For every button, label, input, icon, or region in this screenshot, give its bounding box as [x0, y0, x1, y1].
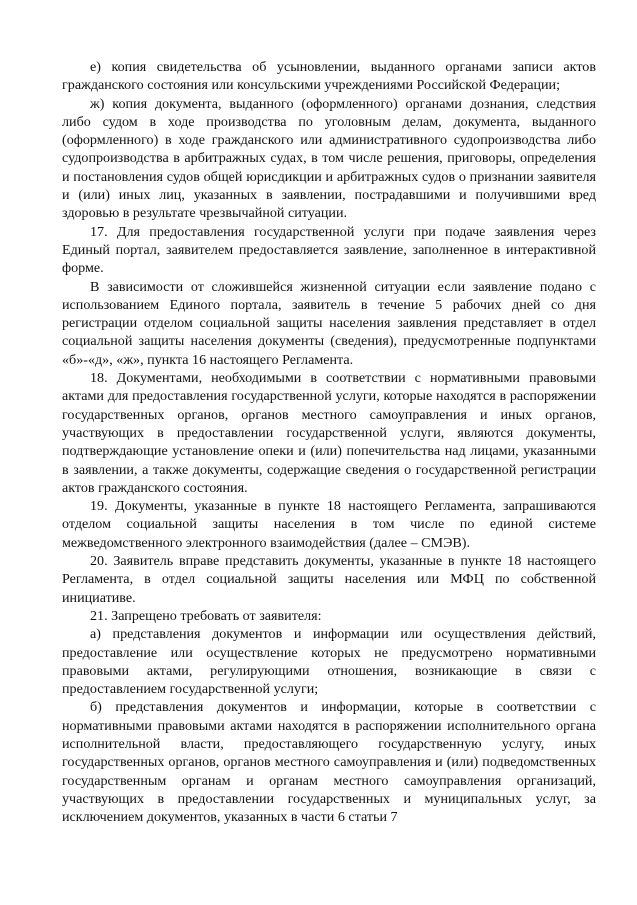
paragraph-20: 20. Заявитель вправе представить документы, указанные в пункте 18 настоящего Регламента, в отдел социальной защиты населения или МФЦ по собственной инициативе. [62, 553, 596, 606]
paragraph-17: 17. Для предоставления государственной услуги при подаче заявления через Единый портал, заявителем предоставляется заявление, заполненное в интерактивной форме. [62, 223, 596, 277]
paragraph-zh: ж) копия документа, выданного (оформленного) органами дознания, следствия либо судом в ходе производства по уголовным делам, документа, выданного (оформленного) в ходе гражданского или административного судопроизводства либо судопроизводства в арбитражных судах, в том числе решения, приговоры, определения и постановления судов общей юрисдикции и арбитражных судов о признании заявителя и (или) иных лиц, указанных в заявлении, пострадавшими и получившими вред здоровью в результате чрезвычайной ситуации. [62, 95, 596, 222]
paragraph-17-continued: В зависимости от сложившейся жизненной ситуации если заявление подано с использованием Единого портала, заявитель в течение 5 рабочих дней со дня регистрации отделом социальной защиты населения заявления представляет в отдел социальной защиты населения документы (сведения), предусмотренные подпунктами «б»-«д», «ж», пункта 16 настоящего Регламента. [62, 278, 596, 368]
paragraph-e: е) копия свидетельства об усыновлении, выданного органами записи актов гражданского состояния или консульскими учреждениями Российской Федерации; [62, 59, 596, 94]
paragraph-21: 21. Запрещено требовать от заявителя: [90, 607, 322, 624]
paragraph-18: 18. Документами, необходимыми в соответствии с нормативными правовыми актами для предоставления государственной услуги, которые находятся в распоряжении государственных органов, органов местного самоуправления и иных органов, участвующих в предоставлении государственной услуги, являются документы, подтверждающие установление опеки и (или) попечительства над лицами, указанными в заявлении, а также документы, содержащие сведения о государственной регистрации актов гражданского состояния. [62, 370, 596, 496]
paragraph-21-a: а) представления документов и информации или осуществления действий, предоставление или осуществление которых не предусмотрено нормативными правовыми актами, регулирующими отношения, возникающие в связи с предоставлением государственной услуги; [62, 626, 596, 698]
paragraph-19: 19. Документы, указанные в пункте 18 настоящего Регламента, запрашиваются отделом социальной защиты населения в том числе по единой системе межведомственного электронного взаимодействия (далее – СМЭВ). [62, 498, 596, 551]
paragraph-21-b: б) представления документов и информации, которые в соответствии с нормативными правовыми актами находятся в распоряжении исполнительного органа исполнительной власти, предоставляющего государственную услугу, иных государственных органов, органов местного самоуправления и (или) подведомственных государственным органам и органам местного самоуправления организаций, участвующих в предоставлении государственных и муниципальных услуг, за исключением документов, указанных в части 6 статьи 7 [62, 699, 596, 826]
